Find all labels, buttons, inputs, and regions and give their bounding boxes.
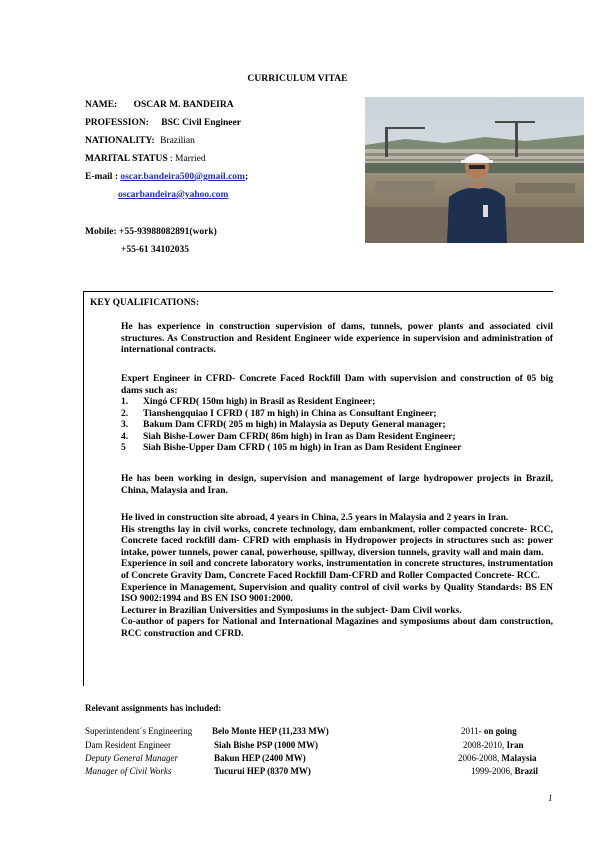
marital-label: MARITAL STATUS [85,154,168,164]
qualification-text: He has experience in construction supervision of dams, tunnels, power plants and associated civil structures. As Construction and Resident Engineer wide experience in supervision and administration of international contracts. [121,322,553,356]
assignment-project: Belo Monte HEP (11,233 MW) [212,726,329,736]
assignment-project: Bakun HEP (2400 MW) [214,753,306,763]
assignment-role: Dam Resident Engineer [85,740,171,750]
list-text: Xingó CFRD( 150m high) in Brasil as Resident Engineer; [143,397,376,407]
mobile-line: Mobile: +55-93988082891(work) [85,227,217,237]
list-number: 2. [121,408,129,419]
cfrd-intro [121,374,553,397]
list-text: Bakum Dam CFRD( 205 m high) in Malaysia as Deputy General manager; [143,420,446,431]
page-number: 1 [548,793,553,803]
profile-photo [365,97,584,243]
list-item [121,397,553,409]
email-link-primary[interactable]: oscar.bandeira500@gmail.com [120,172,245,182]
list-number: 4. [121,431,129,442]
assignment-period: 2008-2010, Iran [463,740,524,750]
list-number: 3. [121,420,129,431]
profession-label: PROFESSION: [85,118,149,128]
list-number: 1. [121,397,129,407]
mobile-line-2: +55-61 34102035 [121,245,189,255]
email-label: E-mail : [85,172,118,182]
marital-line [85,153,206,165]
list-text: Tianshengquiao I CFRD ( 187 m high) in China as Consultant Engineer; [143,408,437,419]
management-text: Experience in Management, Supervision and quality control of civil works by Quality Standards: BS EN ISO 9002:1994 and BS EN ISO 9001:2000. [121,582,553,605]
assignment-period: 2011- on going [461,726,517,736]
assignment-project: Siah Bishe PSP (1000 MW) [214,740,319,750]
list-text: Siah Bishe-Upper Dam CFRD ( 105 m high) in Iran as Dam Resident Engineer [143,443,462,454]
list-text: Siah Bishe-Lower Dam CFRD( 86m high) in Iran as Dam Resident Engineer; [143,431,456,442]
coauthor-text: Co-author of papers for National and International Magazines and symposiums about dam construction, RCC construction and CFRD. [121,617,553,639]
strengths-text: His strengths lay in civil works, concrete technology, dam embankment, roller compacted concrete- RCC, Concrete faced rockfill dam- CFRD with emphasis in Hydropower projects in structures such as: power intake, power tunnels, power canal, powerhouse, spillway, diversion tunnels, gravity wall and main dam. [121,524,553,558]
email-link-secondary[interactable]: oscarbandeira@yahoo.com [118,190,229,200]
assignment-project: Tucurui HEP (8370 MW) [214,766,311,776]
abroad-text: He lived in construction site abroad, 4 years in China, 2.5 years in Malaysia and 2 years in Iran. [121,513,509,523]
email-line-2 [118,189,228,201]
assignment-role: Manager of Civil Works [85,766,172,776]
name-value: OSCAR M. BANDEIRA [133,100,234,110]
cfrd-intro-text: Expert Engineer in CFRD- Concrete Faced Rockfill Dam with supervision and construction of 05 big dams such as: [121,374,553,396]
list-item [121,443,553,455]
document-title: CURRICULUM VITAE [247,74,348,84]
key-qualifications-heading: KEY QUALIFICATIONS: [90,298,199,308]
list-item [121,432,553,444]
assignment-role: Deputy General Manager [85,753,178,763]
hydropower-text: He has been working in design, supervision and management of large hydropower projects in Brazil, China, Malaysia and Iran. [121,474,553,496]
profession-value: BSC Civil Engineer [161,118,241,128]
lecturer-text: Lecturer in Brazilian Universities and Symposiums in the subject- Dam Civil works. [121,605,462,616]
nationality-label: NATIONALITY: [85,136,155,146]
assignments-heading: Relevant assignments has included: [85,703,222,713]
list-number: 5 [121,443,126,454]
email-separator: ; [244,172,249,182]
list-item [121,409,553,421]
nationality-line [85,135,195,147]
name-label: NAME: [85,100,118,110]
assignment-period: 1999-2006, Brazil [471,766,538,776]
experience-block [121,513,553,641]
profession-line [85,117,241,129]
list-item [121,420,553,432]
laboratory-text: Experience in soil and concrete laboratory works, instrumentation in concrete structures, instrumentation of Concrete Gravity Dam, Concrete Faced Rockfill Dam-CFRD and Roller Compacted Concrete- RCC. [121,559,553,581]
nationality-value: Brazilian [160,136,195,146]
dam-list [121,397,553,455]
section-divider [83,291,553,292]
assignment-role: Superintendent´s Engineering [85,726,193,736]
marital-value: : Married [170,154,206,164]
name-line [85,99,234,111]
hydropower-paragraph [121,474,553,497]
assignment-period: 2006-2008, Malaysia [458,753,537,763]
email-line [85,171,248,183]
section-left-border [83,291,84,686]
qualification-paragraph [121,322,553,357]
